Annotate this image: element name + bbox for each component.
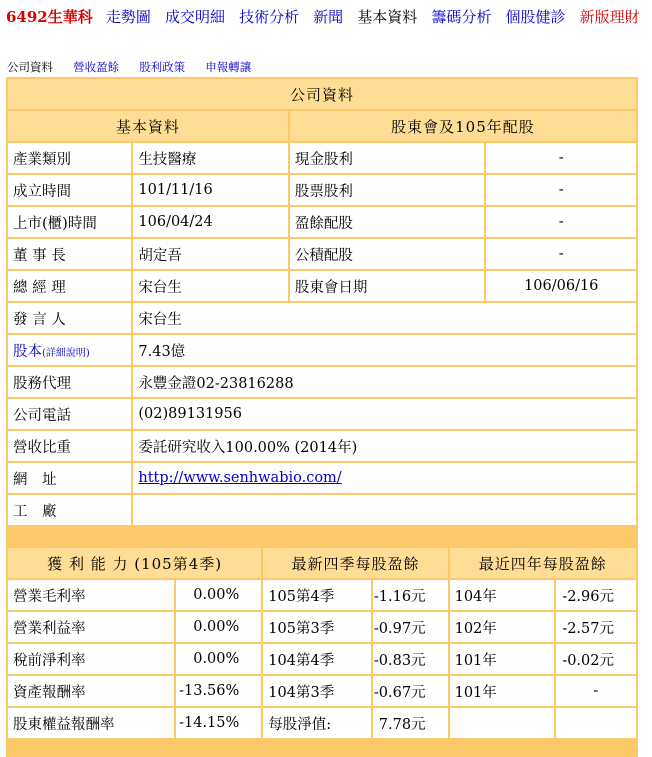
quarter-label: 105第4季 — [263, 580, 371, 610]
nav-technical-analysis[interactable]: 技術分析 — [239, 8, 300, 26]
listing-date-value: 106/04/24 — [133, 207, 287, 237]
quarter-eps: -1.16元 — [373, 580, 447, 610]
company-info-panel — [6, 77, 638, 757]
earnings-distribution-label: 盈餘配股 — [290, 207, 485, 237]
transfer-agent-value: 永豐金證02-23816288 — [133, 367, 636, 397]
subnav-dividend-policy[interactable]: 股利政策 — [139, 60, 186, 74]
year-label — [450, 708, 554, 738]
nav-chip-analysis[interactable]: 籌碼分析 — [431, 8, 492, 26]
website-label: 網 址 — [8, 463, 131, 493]
transfer-agent-label: 股務代理 — [8, 367, 131, 397]
subnav-transfer-report[interactable]: 申報轉讓 — [205, 60, 252, 74]
quarter-label: 105第3季 — [263, 612, 371, 642]
capital-reserve-label: 公積配股 — [290, 239, 485, 269]
website-link[interactable]: http://www.senhwabio.com/ — [138, 470, 342, 486]
nav-new-finance[interactable]: 新版理財 — [579, 8, 640, 26]
company-info-title: 公司資料 — [8, 79, 636, 109]
capital-reserve-value: - — [486, 239, 636, 269]
basic-info-header: 基本資料 — [8, 111, 288, 141]
phone-label: 公司電話 — [8, 399, 131, 429]
subnav-company-info[interactable]: 公司資料 — [7, 60, 53, 74]
operating-margin-label: 營業利益率 — [8, 612, 174, 642]
revenue-mix-value: 委託研究收入100.00% (2014年) — [133, 431, 636, 461]
year-eps: -0.02元 — [556, 644, 636, 674]
stock-title: 6492生華科 — [6, 8, 93, 26]
listing-date-label: 上市(櫃)時間 — [8, 207, 131, 237]
operating-margin-value: 0.00% — [176, 612, 261, 642]
industry-label: 產業類別 — [8, 143, 131, 173]
quarter-eps: -0.97元 — [373, 612, 447, 642]
founded-value: 101/11/16 — [133, 175, 287, 205]
chairman-value: 胡定吾 — [133, 239, 287, 269]
spokesman-label: 發 言 人 — [8, 303, 131, 333]
industry-value: 生技醫療 — [133, 143, 287, 173]
stock-dividend-label: 股票股利 — [290, 175, 485, 205]
capital-value: 7.43億 — [133, 335, 636, 365]
gross-margin-value: 0.00% — [176, 580, 261, 610]
factory-value — [133, 495, 636, 525]
capital-link[interactable]: 股本 — [13, 343, 42, 360]
year-label: 101年 — [450, 644, 554, 674]
nav-news[interactable]: 新聞 — [313, 8, 344, 26]
nav-per-share-value: 7.78元 — [373, 708, 447, 738]
earnings-distribution-value: - — [486, 207, 636, 237]
year-label: 104年 — [450, 580, 554, 610]
roe-label: 股東權益報酬率 — [8, 708, 174, 738]
dividend-header: 股東會及105年配股 — [290, 111, 636, 141]
quarter-label: 104第3季 — [263, 676, 371, 706]
year-label: 102年 — [450, 612, 554, 642]
roa-value: -13.56% — [176, 676, 261, 706]
quarter-eps: -0.67元 — [373, 676, 447, 706]
spokesman-value: 宋台生 — [133, 303, 636, 333]
revenue-mix-label: 營收比重 — [8, 431, 131, 461]
capital-label-cell — [8, 335, 131, 365]
nav-trade-details[interactable]: 成交明細 — [164, 8, 225, 26]
year-eps: -2.57元 — [556, 612, 636, 642]
gross-margin-label: 營業毛利率 — [8, 580, 174, 610]
profitability-table — [6, 546, 638, 740]
phone-value: (02)89131956 — [133, 399, 636, 429]
ceo-label: 總 經 理 — [8, 271, 131, 301]
meeting-date-label: 股東會日期 — [290, 271, 485, 301]
year-eps: -2.96元 — [556, 580, 636, 610]
year-label: 101年 — [450, 676, 554, 706]
website-cell — [133, 463, 636, 493]
cash-dividend-label: 現金股利 — [290, 143, 485, 173]
subnav-revenue-earnings[interactable]: 營收盈餘 — [73, 60, 120, 74]
nav-basic-info[interactable]: 基本資料 — [357, 8, 418, 26]
nav-trend-chart[interactable]: 走勢圖 — [105, 8, 151, 26]
nav-per-share-label: 每股淨值: — [263, 708, 371, 738]
cash-dividend-value: - — [486, 143, 636, 173]
capital-details-link[interactable]: (詳細說明) — [42, 347, 90, 359]
quarterly-eps-header: 最新四季每股盈餘 — [263, 548, 447, 578]
annual-eps-header: 最近四年每股盈餘 — [450, 548, 636, 578]
factory-label: 工 廠 — [8, 495, 131, 525]
profitability-header: 獲 利 能 力 (105第4季) — [8, 548, 261, 578]
quarter-eps: -0.83元 — [373, 644, 447, 674]
chairman-label: 董 事 長 — [8, 239, 131, 269]
founded-label: 成立時間 — [8, 175, 131, 205]
nav-stock-checkup[interactable]: 個股健診 — [505, 8, 566, 26]
company-info-table — [6, 77, 638, 527]
pretax-margin-label: 稅前淨利率 — [8, 644, 174, 674]
top-navigation — [6, 6, 649, 30]
sub-navigation — [7, 56, 266, 75]
roe-value: -14.15% — [176, 708, 261, 738]
stock-dividend-value: - — [486, 175, 636, 205]
year-eps — [556, 708, 636, 738]
roa-label: 資產報酬率 — [8, 676, 174, 706]
quarter-label: 104第4季 — [263, 644, 371, 674]
ceo-value: 宋台生 — [133, 271, 287, 301]
year-eps: - — [556, 676, 636, 706]
meeting-date-value: 106/06/16 — [486, 271, 636, 301]
pretax-margin-value: 0.00% — [176, 644, 261, 674]
